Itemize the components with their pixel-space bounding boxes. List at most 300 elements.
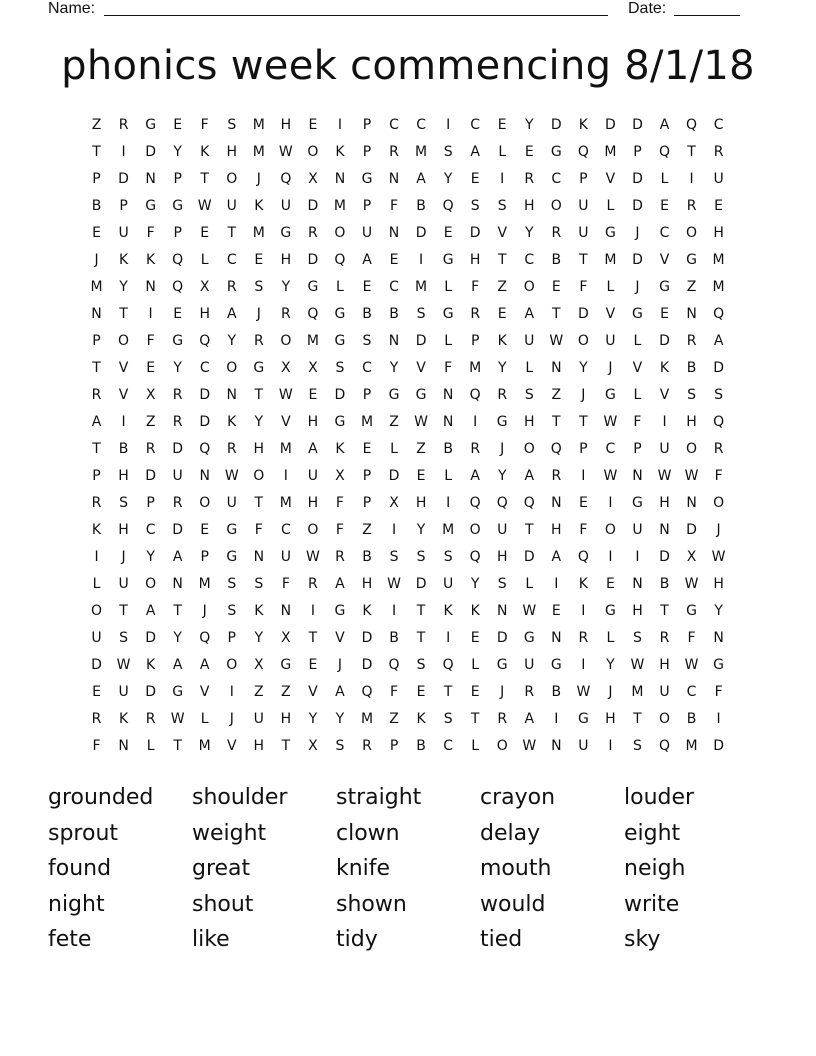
grid-letter: Y — [119, 279, 128, 295]
word-list-item: tidy — [336, 927, 378, 952]
grid-letter: Y — [173, 630, 182, 646]
grid-letter: I — [554, 576, 559, 592]
grid-letter: I — [581, 468, 586, 484]
grid-letter: E — [443, 225, 453, 241]
grid-letter: Q — [686, 117, 698, 133]
grid-letter: F — [335, 495, 344, 511]
grid-row — [83, 274, 733, 301]
grid-letter: F — [579, 522, 588, 538]
grid-letter: J — [229, 711, 234, 727]
grid-letter: O — [523, 441, 535, 457]
grid-letter: N — [172, 576, 183, 592]
grid-row — [83, 220, 733, 247]
grid-letter: U — [118, 684, 129, 700]
grid-letter: X — [389, 495, 399, 511]
grid-letter: L — [498, 144, 507, 160]
grid-letter: B — [389, 630, 399, 646]
grid-letter: X — [281, 360, 291, 376]
grid-letter: B — [362, 549, 372, 565]
grid-letter: K — [146, 252, 156, 268]
grid-letter: O — [118, 333, 130, 349]
grid-letter: X — [335, 468, 345, 484]
grid-letter: R — [524, 684, 535, 700]
grid-letter: I — [716, 711, 721, 727]
grid-letter: G — [604, 387, 616, 403]
grid-letter: S — [119, 630, 129, 646]
grid-letter: Y — [335, 711, 345, 727]
grid-letter: N — [91, 306, 102, 322]
grid-letter: Z — [145, 414, 156, 430]
grid-letter: R — [172, 414, 183, 430]
grid-letter: R — [551, 468, 562, 484]
grid-letter: P — [119, 198, 128, 214]
grid-letter: I — [419, 252, 424, 268]
grid-letter: S — [633, 630, 642, 646]
grid-letter: R — [713, 144, 724, 160]
grid-letter: I — [662, 414, 667, 430]
grid-letter: W — [603, 468, 618, 484]
grid-letter: P — [146, 495, 155, 511]
grid-letter: A — [145, 603, 156, 619]
grid-letter: R — [172, 495, 183, 511]
grid-letter: G — [172, 333, 184, 349]
grid-letter: N — [253, 549, 265, 565]
word-list-item: night — [48, 891, 105, 917]
grid-letter: G — [496, 414, 508, 430]
grid-letter: W — [278, 387, 293, 403]
grid-letter: O — [307, 144, 319, 160]
grid-letter: B — [362, 306, 372, 322]
grid-letter: Y — [146, 549, 155, 565]
grid-letter: A — [172, 657, 183, 673]
grid-letter: R — [280, 306, 291, 322]
grid-letter: Q — [469, 387, 481, 403]
grid-letter: R — [308, 576, 318, 592]
grid-letter: P — [92, 171, 101, 187]
grid-letter: U — [578, 225, 589, 241]
grid-letter: B — [118, 441, 129, 457]
grid-letter: T — [92, 441, 101, 457]
grid-letter: N — [145, 279, 156, 295]
grid-letter: E — [714, 198, 724, 214]
grid-letter: T — [660, 603, 669, 619]
grid-letter: O — [199, 495, 211, 511]
grid-letter: S — [227, 117, 237, 133]
grid-letter: I — [391, 522, 397, 538]
grid-letter: P — [579, 441, 588, 457]
grid-letter: M — [604, 144, 617, 160]
grid-letter: G — [280, 657, 292, 673]
grid-letter: T — [281, 738, 291, 754]
grid-letter: D — [415, 225, 427, 241]
grid-letter: R — [145, 441, 156, 457]
grid-row — [83, 652, 733, 679]
grid-letter: K — [146, 657, 156, 673]
grid-letter: W — [684, 576, 699, 592]
grid-letter: N — [442, 387, 454, 403]
grid-letter: S — [687, 387, 696, 403]
grid-letter: M — [360, 711, 374, 727]
grid-letter: H — [551, 522, 562, 538]
grid-letter: B — [686, 711, 697, 727]
grid-letter: I — [121, 414, 126, 430]
grid-row — [83, 463, 733, 490]
grid-letter: Y — [389, 360, 399, 376]
grid-letter: S — [254, 576, 264, 592]
grid-letter: K — [578, 576, 588, 592]
grid-letter: G — [334, 306, 346, 322]
grid-letter: Q — [199, 630, 211, 646]
grid-letter: V — [605, 171, 616, 187]
grid-letter: D — [145, 144, 156, 160]
grid-letter: Y — [254, 630, 264, 646]
grid-letter: I — [337, 117, 343, 133]
grid-letter: M — [712, 252, 725, 268]
grid-letter: Y — [173, 144, 182, 160]
grid-letter: V — [605, 306, 616, 322]
grid-letter: S — [389, 549, 399, 565]
grid-letter: Z — [254, 684, 264, 700]
grid-letter: Z — [389, 711, 399, 727]
grid-letter: L — [633, 333, 642, 349]
grid-letter: M — [415, 279, 428, 295]
grid-letter: M — [252, 144, 265, 160]
grid-letter: D — [361, 657, 373, 673]
grid-letter: H — [713, 225, 724, 241]
grid-letter: H — [226, 144, 238, 160]
grid-letter: L — [444, 333, 453, 349]
grid-letter: R — [497, 711, 508, 727]
grid-letter: M — [252, 117, 265, 133]
grid-letter: R — [362, 738, 372, 754]
grid-row — [83, 733, 733, 760]
word-list-item: sprout — [48, 820, 119, 846]
grid-letter: D — [686, 522, 697, 538]
grid-letter: O — [91, 603, 103, 619]
grid-letter: S — [254, 279, 264, 295]
grid-letter: D — [577, 306, 589, 322]
grid-letter: Q — [199, 333, 211, 349]
grid-letter: L — [471, 657, 480, 673]
grid-letter: N — [659, 522, 670, 538]
grid-letter: I — [608, 495, 613, 511]
grid-letter: S — [335, 360, 345, 376]
grid-letter: P — [173, 171, 182, 187]
grid-letter: C — [362, 360, 372, 376]
grid-letter: V — [308, 684, 318, 700]
grid-letter: W — [305, 549, 320, 565]
grid-letter: I — [581, 657, 586, 673]
grid-letter: M — [442, 522, 455, 538]
grid-letter: A — [91, 414, 102, 430]
grid-letter: L — [606, 279, 615, 295]
grid-letter: P — [362, 117, 372, 133]
grid-letter: O — [686, 441, 698, 457]
grid-letter: Y — [227, 333, 237, 349]
grid-row — [83, 328, 733, 355]
grid-letter: L — [606, 630, 615, 646]
grid-letter: D — [199, 387, 211, 403]
grid-letter: N — [551, 495, 562, 511]
grid-letter: E — [389, 252, 399, 268]
grid-letter: U — [307, 468, 319, 484]
grid-letter: H — [605, 711, 616, 727]
grid-letter: I — [554, 711, 559, 727]
word-list-item: would — [480, 891, 546, 917]
grid-letter: J — [635, 279, 640, 295]
grid-letter: T — [552, 414, 561, 430]
grid-letter: I — [94, 549, 99, 565]
word-list-item: straight — [336, 785, 422, 810]
grid-letter: J — [121, 549, 126, 565]
grid-letter: S — [227, 576, 237, 592]
grid-letter: A — [470, 144, 480, 160]
grid-letter: X — [145, 387, 156, 403]
grid-letter: V — [335, 630, 345, 646]
grid-letter: K — [254, 198, 264, 214]
grid-letter: P — [579, 171, 588, 187]
word-list-item: tied — [480, 927, 523, 952]
grid-letter: M — [415, 144, 428, 160]
grid-letter: I — [635, 549, 640, 565]
grid-letter: U — [172, 468, 183, 484]
grid-letter: Q — [577, 549, 589, 565]
grid-row — [83, 382, 733, 409]
grid-letter: W — [603, 414, 618, 430]
grid-letter: D — [199, 414, 211, 430]
grid-letter: V — [659, 252, 670, 268]
word-list-item: clown — [336, 820, 400, 846]
grid-letter: F — [254, 522, 263, 538]
grid-letter: M — [252, 225, 265, 241]
grid-letter: C — [389, 117, 399, 133]
grid-letter: A — [551, 549, 562, 565]
grid-letter: M — [631, 684, 644, 700]
grid-letter: L — [444, 468, 453, 484]
grid-letter: N — [226, 387, 237, 403]
grid-letter: B — [416, 738, 426, 754]
grid-letter: M — [685, 738, 698, 754]
grid-letter: F — [390, 684, 399, 700]
grid-letter: I — [446, 117, 451, 133]
grid-letter: N — [334, 171, 346, 187]
grid-letter: M — [279, 495, 292, 511]
grid-letter: I — [229, 684, 234, 700]
grid-letter: Q — [334, 252, 346, 268]
grid-letter: C — [686, 684, 697, 700]
grid-letter: P — [389, 738, 399, 754]
grid-letter: M — [279, 441, 292, 457]
grid-row — [83, 409, 733, 436]
grid-letter: Y — [524, 117, 534, 133]
grid-letter: E — [497, 306, 507, 322]
grid-letter: H — [496, 549, 508, 565]
grid-letter: G — [145, 117, 157, 133]
grid-letter: M — [90, 279, 103, 295]
grid-letter: H — [632, 603, 643, 619]
grid-letter: N — [496, 603, 508, 619]
grid-letter: U — [578, 738, 589, 754]
grid-letter: E — [578, 495, 588, 511]
grid-letter: A — [416, 171, 426, 187]
grid-letter: W — [684, 657, 699, 673]
grid-letter: J — [716, 522, 721, 538]
grid-letter: C — [470, 117, 481, 133]
grid-letter: Y — [443, 171, 453, 187]
date-field-line[interactable] — [674, 15, 740, 16]
grid-letter: N — [551, 360, 562, 376]
grid-letter: J — [202, 603, 207, 619]
grid-letter: G — [686, 603, 697, 619]
grid-letter: G — [496, 657, 508, 673]
grid-letter: E — [254, 252, 264, 268]
grid-letter: C — [145, 522, 156, 538]
grid-letter: G — [632, 495, 643, 511]
name-field-line[interactable] — [104, 15, 608, 16]
grid-letter: U — [226, 495, 237, 511]
grid-letter: O — [253, 468, 265, 484]
grid-letter: R — [118, 117, 129, 133]
grid-letter: K — [227, 414, 237, 430]
grid-letter: X — [199, 279, 210, 295]
grid-letter: L — [200, 252, 209, 268]
grid-letter: Y — [714, 603, 723, 619]
grid-letter: F — [633, 414, 642, 430]
grid-letter: Z — [362, 522, 372, 538]
grid-letter: T — [92, 144, 101, 160]
grid-letter: S — [524, 387, 534, 403]
grid-letter: Q — [713, 414, 725, 430]
grid-letter: R — [470, 306, 481, 322]
grid-letter: C — [389, 279, 399, 295]
grid-letter: G — [388, 387, 400, 403]
grid-letter: E — [470, 684, 480, 700]
grid-letter: N — [551, 630, 562, 646]
grid-letter: D — [172, 522, 184, 538]
grid-letter: R — [226, 441, 237, 457]
grid-letter: T — [497, 252, 507, 268]
grid-letter: A — [335, 684, 345, 700]
grid-letter: F — [444, 360, 453, 376]
grid-letter: H — [659, 657, 670, 673]
grid-letter: G — [523, 630, 535, 646]
grid-letter: N — [686, 495, 697, 511]
grid-letter: D — [496, 630, 508, 646]
grid-letter: U — [524, 333, 535, 349]
grid-letter: H — [280, 117, 292, 133]
grid-letter: G — [334, 603, 346, 619]
grid-letter: U — [605, 333, 616, 349]
grid-letter: M — [198, 576, 211, 592]
grid-letter: K — [470, 603, 480, 619]
grid-letter: G — [632, 306, 643, 322]
word-list-item: knife — [336, 856, 391, 881]
grid-letter: N — [686, 306, 697, 322]
grid-letter: K — [362, 603, 372, 619]
grid-letter: I — [581, 603, 586, 619]
grid-letter: L — [660, 171, 669, 187]
grid-letter: U — [280, 198, 291, 214]
grid-letter: F — [687, 630, 696, 646]
grid-letter: E — [173, 306, 183, 322]
grid-letter: A — [199, 657, 210, 673]
grid-letter: J — [500, 684, 505, 700]
grid-letter: H — [307, 495, 319, 511]
grid-letter: O — [307, 522, 319, 538]
grid-letter: D — [118, 171, 129, 187]
grid-letter: L — [606, 198, 615, 214]
grid-letter: U — [118, 576, 129, 592]
grid-letter: W — [197, 198, 212, 214]
grid-letter: X — [308, 171, 318, 187]
word-list-item: louder — [624, 785, 695, 810]
grid-letter: H — [280, 252, 292, 268]
grid-letter: T — [524, 522, 534, 538]
grid-letter: A — [524, 468, 535, 484]
grid-letter: D — [659, 549, 670, 565]
grid-letter: A — [308, 441, 318, 457]
grid-row — [83, 598, 733, 625]
grid-letter: T — [92, 360, 101, 376]
grid-letter: M — [333, 198, 346, 214]
grid-letter: D — [145, 630, 156, 646]
grid-letter: O — [604, 522, 616, 538]
grid-letter: Q — [523, 495, 535, 511]
grid-letter: E — [200, 225, 210, 241]
grid-letter: I — [608, 738, 613, 754]
grid-letter: D — [605, 117, 616, 133]
grid-letter: B — [91, 198, 102, 214]
grid-letter: N — [199, 468, 210, 484]
grid-letter: Z — [497, 279, 508, 295]
grid-letter: I — [500, 171, 505, 187]
grid-letter: I — [121, 144, 126, 160]
grid-row — [83, 571, 733, 598]
grid-letter: V — [497, 225, 508, 241]
grid-letter: K — [497, 333, 507, 349]
grid-letter: O — [550, 198, 562, 214]
grid-letter: W — [711, 549, 726, 565]
grid-letter: R — [91, 495, 102, 511]
grid-letter: D — [361, 630, 373, 646]
grid-letter: G — [604, 225, 616, 241]
grid-letter: G — [713, 657, 725, 673]
grid-letter: W — [657, 468, 672, 484]
grid-letter: F — [146, 225, 155, 241]
word-list-item: like — [192, 927, 230, 952]
grid-letter: K — [416, 711, 426, 727]
grid-letter: D — [334, 387, 346, 403]
grid-letter: Z — [389, 414, 399, 430]
grid-letter: I — [473, 414, 478, 430]
grid-letter: R — [91, 387, 102, 403]
grid-letter: E — [173, 117, 183, 133]
grid-letter: M — [712, 279, 725, 295]
grid-letter: Z — [91, 117, 102, 133]
grid-letter: I — [446, 630, 451, 646]
grid-letter: W — [224, 468, 239, 484]
grid-letter: H — [659, 495, 670, 511]
grid-letter: S — [119, 495, 129, 511]
word-search-grid — [83, 112, 733, 760]
grid-letter: D — [632, 117, 643, 133]
grid-letter: D — [172, 441, 184, 457]
grid-letter: A — [713, 333, 724, 349]
grid-letter: F — [146, 333, 155, 349]
grid-letter: R — [578, 630, 589, 646]
grid-letter: T — [119, 603, 128, 619]
grid-letter: K — [254, 603, 264, 619]
